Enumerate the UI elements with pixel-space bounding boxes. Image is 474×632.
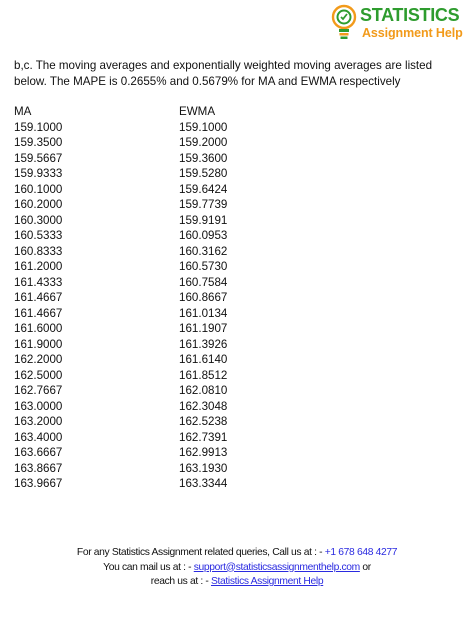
ma-value-cell: 163.4000 bbox=[14, 430, 63, 444]
ewma-value-cell: 163.3344 bbox=[179, 477, 228, 490]
ewma-value-cell: 162.0810 bbox=[179, 384, 228, 397]
footer-or-text: or bbox=[359, 561, 371, 573]
ma-value-cell: 160.2000 bbox=[14, 198, 63, 211]
ewma-value-cell: 160.7584 bbox=[179, 275, 228, 289]
footer-mail-text: You can mail us at : - bbox=[103, 561, 194, 573]
ma-value-cell: 160.8333 bbox=[14, 244, 63, 258]
ma-value-cell: 162.5000 bbox=[14, 368, 63, 382]
ewma-column bbox=[179, 104, 227, 492]
ewma-value-cell: 162.9913 bbox=[179, 446, 228, 459]
brand-logo bbox=[330, 4, 468, 44]
ewma-value-cell: 159.9191 bbox=[179, 213, 228, 227]
ewma-value-cell: 159.6424 bbox=[179, 182, 228, 196]
ewma-value-cell: 159.5280 bbox=[179, 167, 228, 180]
ma-value-cell: 163.8667 bbox=[14, 461, 63, 475]
ewma-value-cell: 162.3048 bbox=[179, 399, 228, 413]
ma-value-cell: 159.5667 bbox=[14, 151, 63, 165]
footer-line-2 bbox=[0, 561, 474, 576]
ewma-value-cell: 160.8667 bbox=[179, 291, 228, 304]
ewma-value-cell: 159.3600 bbox=[179, 151, 228, 165]
ewma-value-cell: 161.0134 bbox=[179, 306, 228, 320]
ma-value-cell: 161.4333 bbox=[14, 275, 63, 289]
ma-value-cell: 162.7667 bbox=[14, 384, 63, 397]
ma-value-cell: 163.6667 bbox=[14, 446, 63, 459]
ma-value-cell: 162.2000 bbox=[14, 353, 63, 366]
ewma-value-cell: 161.6140 bbox=[179, 353, 228, 366]
footer-line-3 bbox=[0, 575, 474, 590]
ewma-value-cell: 163.1930 bbox=[179, 461, 228, 475]
ewma-value-cell: 160.3162 bbox=[179, 244, 228, 258]
ma-value-cell: 160.1000 bbox=[14, 182, 63, 196]
ewma-value-cell: 161.1907 bbox=[179, 322, 228, 335]
ewma-value-cell: 160.5730 bbox=[179, 260, 228, 273]
ma-value-cell: 161.2000 bbox=[14, 260, 63, 273]
ewma-value-cell: 161.3926 bbox=[179, 337, 228, 351]
ma-value-cell: 161.4667 bbox=[14, 306, 63, 320]
ewma-value-cell: 159.1000 bbox=[179, 120, 228, 134]
ma-value-cell: 163.2000 bbox=[14, 415, 63, 428]
ma-value-cell: 161.4667 bbox=[14, 291, 63, 304]
ewma-header: EWMA bbox=[179, 105, 216, 118]
footer-reach-text: reach us at : - bbox=[150, 576, 211, 587]
ma-value-cell: 160.3000 bbox=[14, 213, 63, 227]
brand-title: STATISTICS bbox=[360, 5, 460, 25]
ma-value-cell: 163.9667 bbox=[14, 477, 63, 490]
website-link[interactable]: Statistics Assignment Help bbox=[210, 576, 324, 587]
footer-line-1 bbox=[0, 546, 474, 561]
ewma-value-cell: 161.8512 bbox=[179, 368, 228, 382]
ma-value-cell: 159.1000 bbox=[14, 120, 63, 134]
footer-call-text: For any Statistics Assignment related queries, Call us at : - bbox=[76, 547, 325, 558]
email-link[interactable]: support@statisticsassignmenthelp.com bbox=[193, 561, 360, 573]
ma-header: MA bbox=[14, 105, 32, 118]
lightbulb-icon bbox=[330, 4, 358, 44]
ewma-value-cell: 162.5238 bbox=[179, 415, 228, 428]
phone-link[interactable]: +1 678 648 4277 bbox=[324, 547, 398, 558]
contact-footer bbox=[0, 546, 474, 590]
ma-value-cell: 160.5333 bbox=[14, 229, 63, 242]
ma-value-cell: 159.3500 bbox=[14, 136, 63, 149]
ma-value-cell: 159.9333 bbox=[14, 167, 63, 180]
ewma-value-cell: 162.7391 bbox=[179, 430, 228, 444]
ma-value-cell: 161.6000 bbox=[14, 322, 63, 335]
ewma-value-cell: 159.2000 bbox=[179, 136, 228, 149]
intro-paragraph: b,c. The moving averages and exponentially weighted moving averages are listed below. The MAPE is 0.2655% and 0.5679% for MA and EWMA respectively bbox=[14, 59, 433, 88]
ewma-value-cell: 160.0953 bbox=[179, 229, 228, 242]
ma-column bbox=[14, 104, 62, 492]
ewma-value-cell: 159.7739 bbox=[179, 198, 228, 211]
ma-value-cell: 163.0000 bbox=[14, 399, 63, 413]
ma-value-cell: 161.9000 bbox=[14, 337, 63, 351]
brand-subtitle: Assignment Help bbox=[362, 26, 463, 40]
